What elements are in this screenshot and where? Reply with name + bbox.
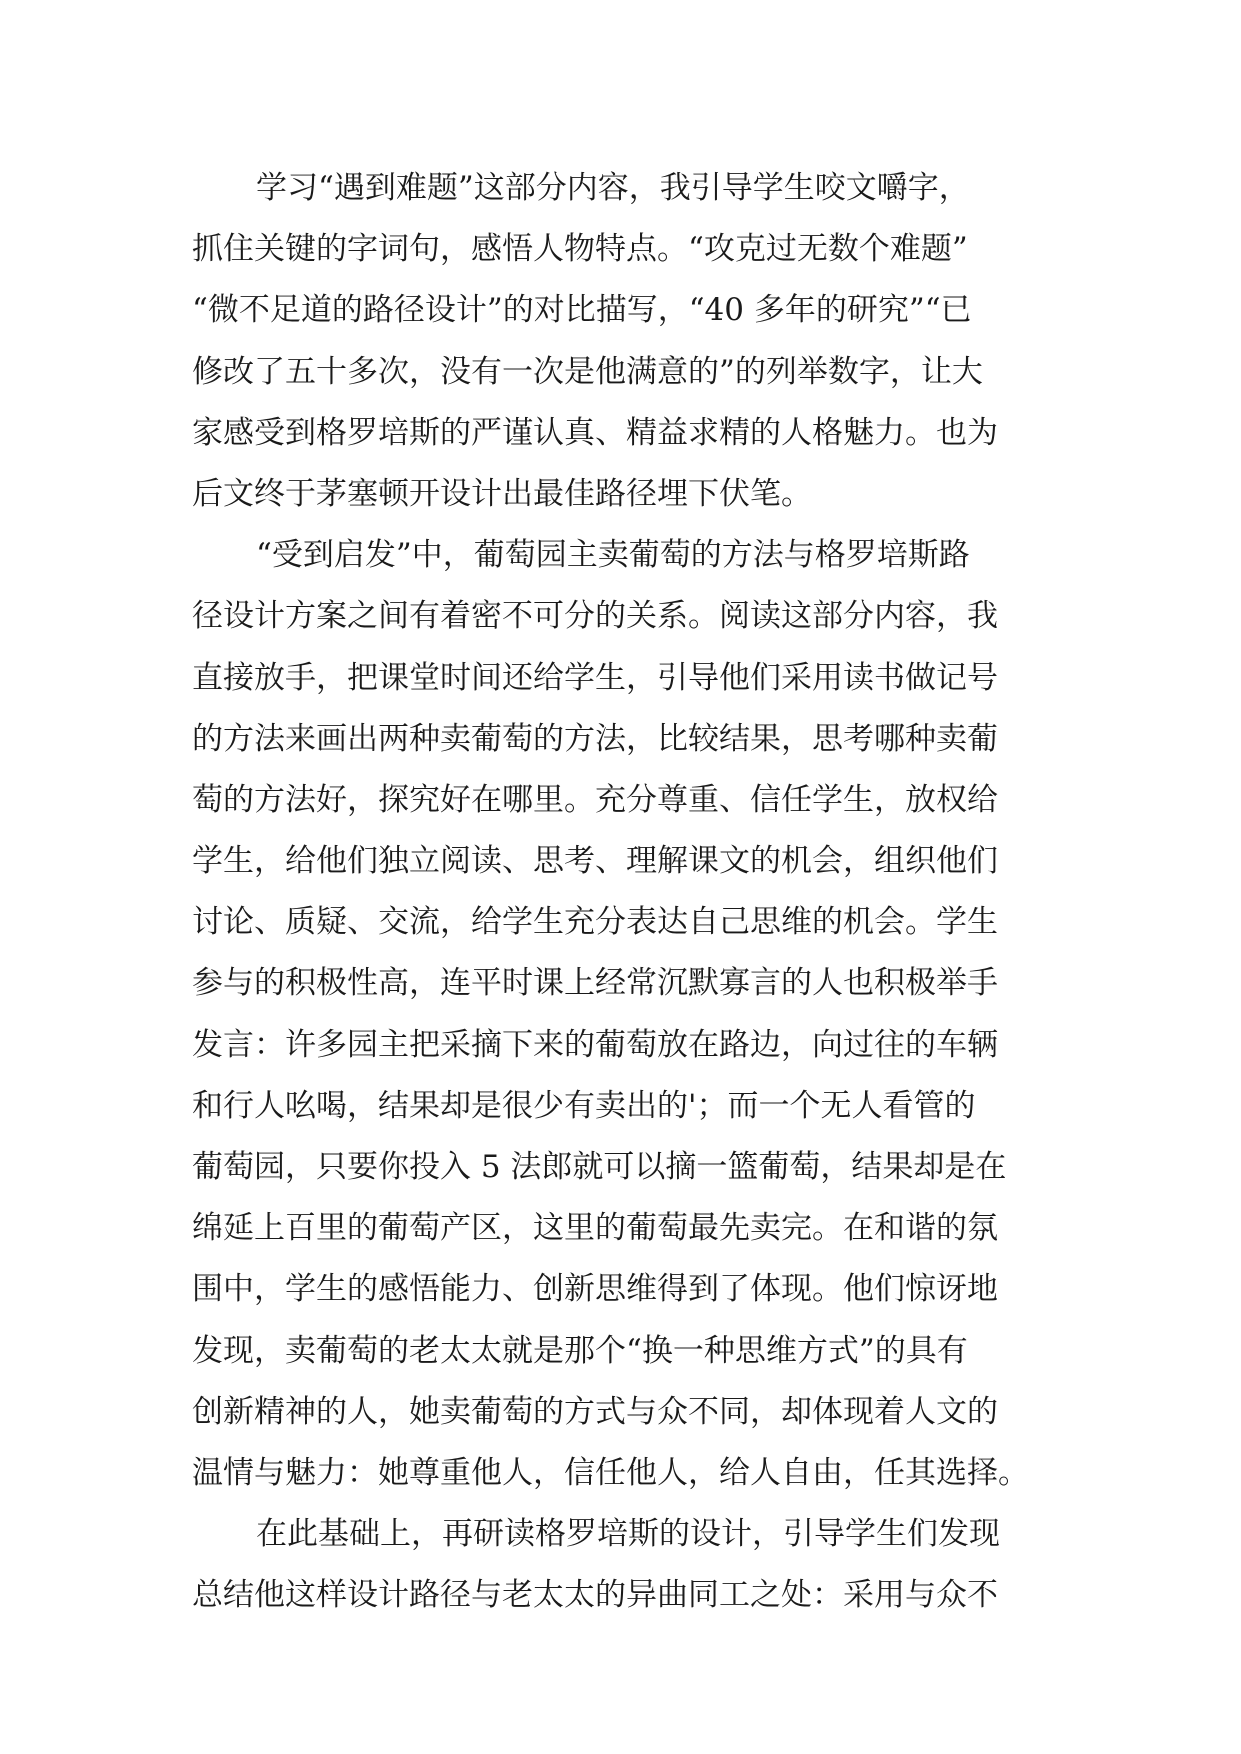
text-line: 抓住关键的字词句，感悟人物特点。“攻克过无数个难题” [192, 231, 968, 268]
text-line: 后文终于茅塞顿开设计出最佳路径埋下伏笔。 [192, 475, 812, 512]
text-line: 和行人吆喝，结果却是很少有卖出的'；而一个无人看管的 [192, 1087, 976, 1124]
text-line: 在此基础上，再研读格罗培斯的设计，引导学生们发现 [256, 1516, 1000, 1553]
paragraph-1 [192, 158, 1050, 525]
text-line: “微不足道的路径设计”的对比描写，“40 多年的研究”“已 [192, 292, 972, 329]
text-line: 直接放手，把课堂时间还给学生，引导他们采用读书做记号 [192, 659, 998, 696]
text-line: 径设计方案之间有着密不可分的关系。阅读这部分内容，我 [192, 598, 998, 635]
text-line: 发现，卖葡萄的老太太就是那个“换一种思维方式”的具有 [192, 1332, 968, 1369]
paragraph-3 [192, 1504, 1050, 1626]
text-line: 学习“遇到难题”这部分内容，我引导学生咬文嚼字， [256, 170, 970, 206]
text-line: 温情与魅力：她尊重他人，信任他人，给人自由，任其选择。 [192, 1454, 1029, 1491]
text-line: 萄的方法好，探究好在哪里。充分尊重、信任学生，放权给 [192, 781, 998, 818]
text-line: 总结他这样设计路径与老太太的异曲同工之处：采用与众不 [192, 1577, 998, 1614]
text-line: 绵延上百里的葡萄产区，这里的葡萄最先卖完。在和谐的氛 [192, 1210, 998, 1247]
text-line: 家感受到格罗培斯的严谨认真、精益求精的人格魅力。也为 [192, 414, 998, 451]
text-line: “受到启发”中，葡萄园主卖葡萄的方法与格罗培斯路 [256, 537, 970, 574]
text-line: 的方法来画出两种卖葡萄的方法，比较结果，思考哪种卖葡 [192, 720, 998, 757]
text-line: 讨论、质疑、交流，给学生充分表达自己思维的机会。学生 [192, 904, 998, 941]
document-body [192, 158, 1050, 1627]
text-line: 葡萄园，只要你投入 5 法郎就可以摘一篮葡萄，结果却是在 [192, 1149, 1007, 1185]
text-line: 围中，学生的感悟能力、创新思维得到了体现。他们惊讶地 [192, 1271, 998, 1308]
paragraph-2 [192, 525, 1050, 1504]
text-line: 参与的积极性高，连平时课上经常沉默寡言的人也积极举手 [192, 965, 998, 1002]
text-line: 发言：许多园主把采摘下来的葡萄放在路边，向过往的车辆 [192, 1026, 998, 1063]
text-line: 学生，给他们独立阅读、思考、理解课文的机会，组织他们 [192, 843, 998, 880]
text-line: 修改了五十多次，没有一次是他满意的”的列举数字，让大 [192, 353, 983, 390]
text-line: 创新精神的人，她卖葡萄的方式与众不同，却体现着人文的 [192, 1393, 998, 1430]
